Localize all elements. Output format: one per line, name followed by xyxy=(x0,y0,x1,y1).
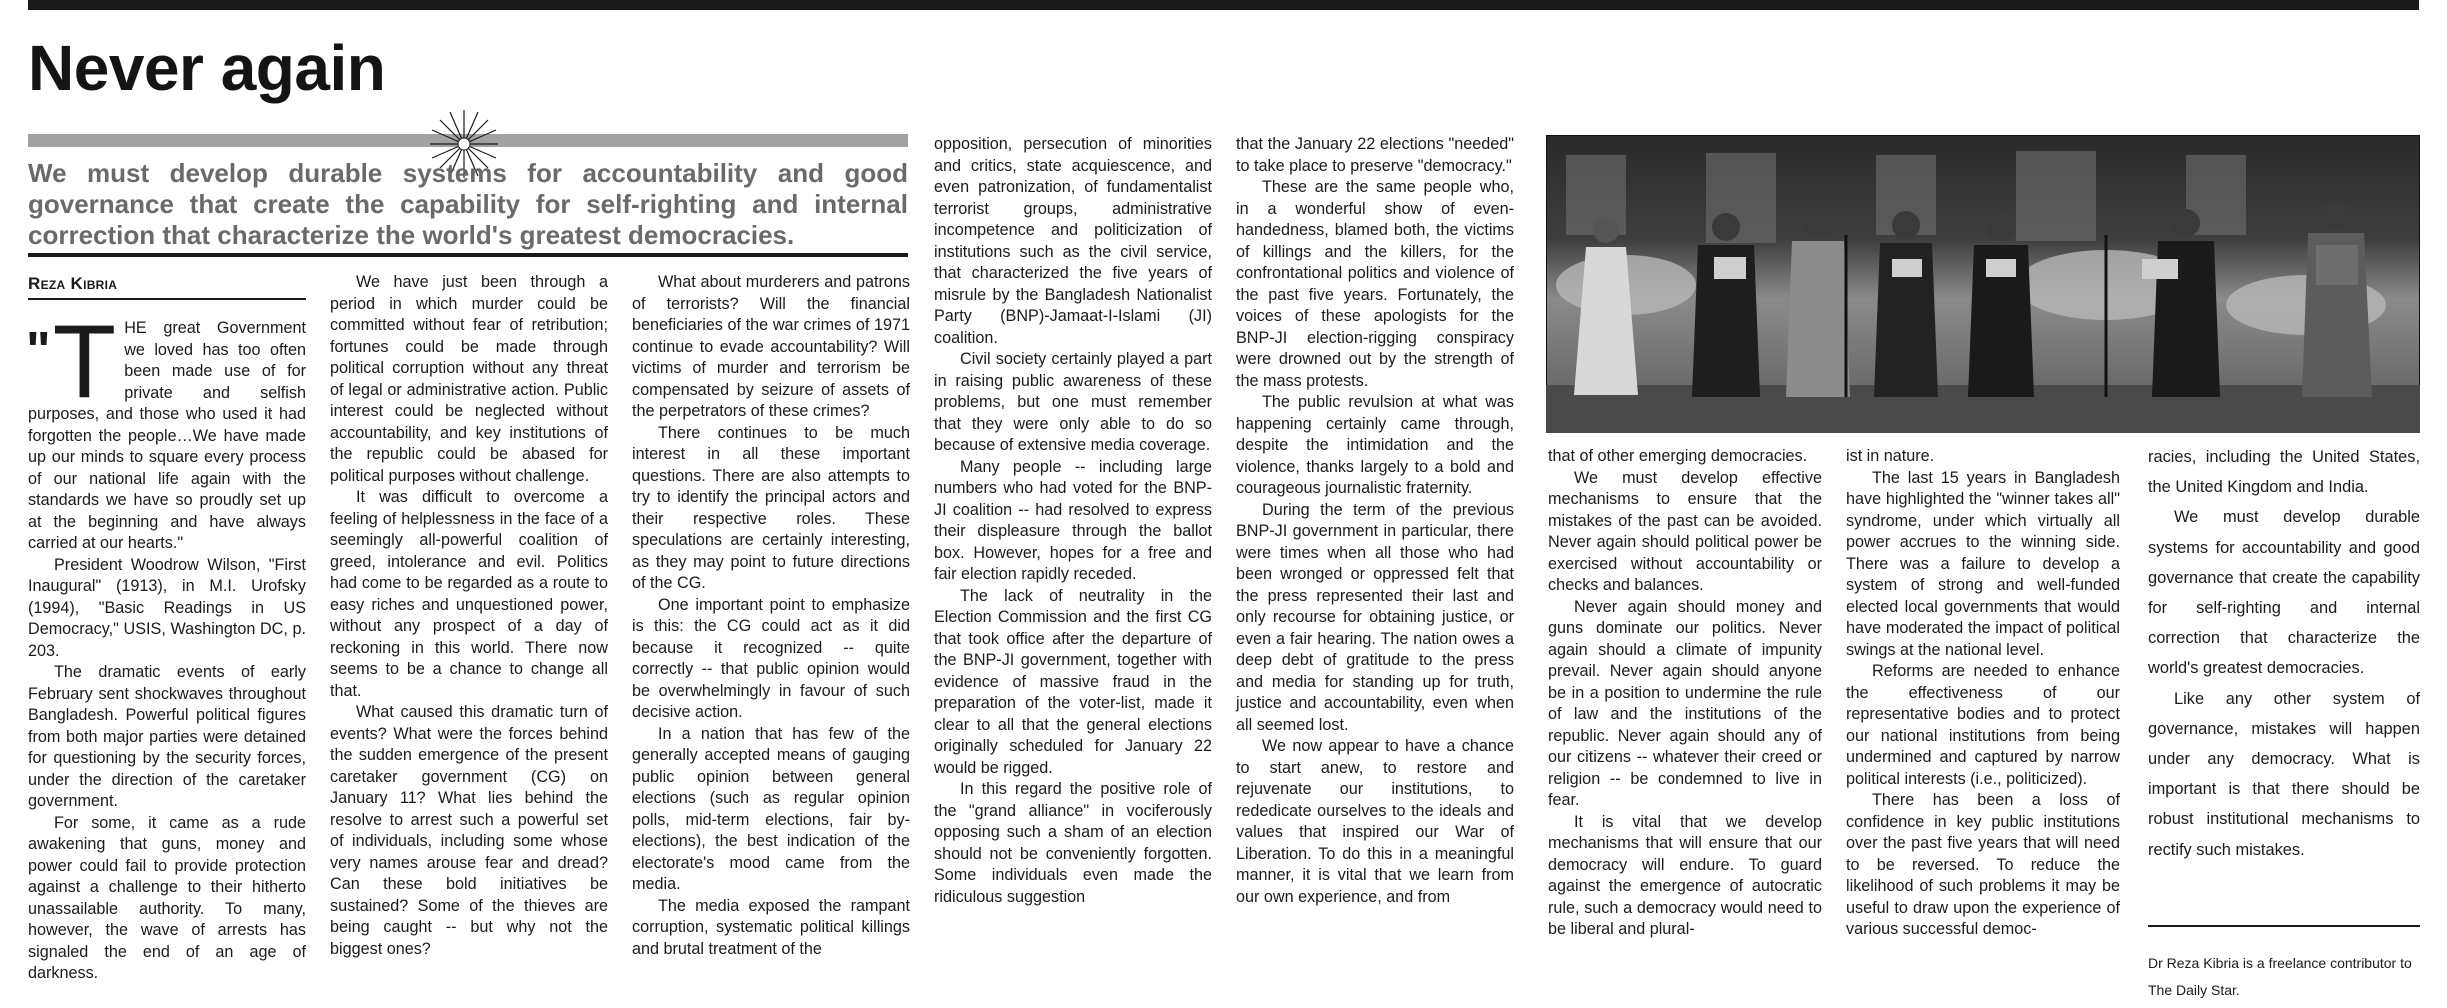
paragraph: ist in nature. xyxy=(1846,447,1935,465)
text-column-8 xyxy=(2148,442,2420,865)
paragraph: There continues to be much interest in all these important questions. There are also attempts to try to identify the principal actors and their respective roles. These speculations are certainly interesting, as they may point to future directions of the CG. xyxy=(632,423,910,592)
quote-mark: " xyxy=(26,322,51,380)
paragraph: Reforms are needed to enhance the effectiveness of our representative bodies and to protect our national institutions from being undermined and captured by narrow political interests (i.e., politicized). xyxy=(1846,662,2120,788)
paragraph: racies, including the United States, the United Kingdom and India. xyxy=(2148,448,2420,497)
byline: Reza Kibria xyxy=(28,274,118,293)
paragraph: The public revulsion at what was happening certainly came through, despite the intimidation and the violence, thanks largely to a bold and courageous journalistic fraternity. xyxy=(1236,393,1514,497)
author-bio: Dr Reza Kibria is a freelance contributor to The Daily Star. xyxy=(2148,955,2412,998)
paragraph: opposition, persecution of minorities and critics, state acquiescence, and even patronization, of fundamentalist terrorist groups, administrative incompetence and politicization of institutions such as the civil service, that characterized the five years of misrule by the Bangladesh Nationalist Party (BNP)-Jamaat-I-Islami (JI) coalition. xyxy=(934,135,1212,347)
paragraph: Like any other system of governance, mistakes will happen under any democracy. What is important is that there should be robust institutional mechanisms to rectify such mistakes. xyxy=(2148,689,2420,859)
paragraph: We now appear to have a chance to start anew, to restore and rejuvenate our institutions, to rededicate ourselves to the ideals and values that inspired our War of Liberation. To do this in a meaningful manner, it is vital that we learn from our own experience, and from xyxy=(1236,737,1514,906)
top-rule xyxy=(28,0,2419,10)
paragraph: that the January 22 elections "needed" to take place to preserve "democracy." xyxy=(1236,135,1514,175)
news-photo xyxy=(1546,135,2420,433)
paragraph: The last 15 years in Bangladesh have highlighted the "winner takes all" syndrome, under which virtually all power accrues to the winning side. There was a failure to develop a system of strong and well-funded elected local governments that would have moderated the impact of political swings at the national level. xyxy=(1846,468,2120,659)
paragraph: It was difficult to overcome a feeling of helplessness in the face of a seemingly all-powerful coalition of greed, intolerance and evil. Politics had come to be regarded as a route to easy riches and unquestioned power, without any prospect of a day of reckoning in this world. There now seems to be a chance to change all that. xyxy=(330,488,608,700)
paragraph: For some, it came as a rude awakening that guns, money and power could fail to provide protection against a challenge to their hitherto unassailable authority. To many, however, the wave of arrests has signaled the end of an age of darkness. xyxy=(28,813,306,982)
paragraph: We have just been through a period in which murder could be committed without fear of retribution; fortunes could be made through political corruption without any threat of legal or administrative action. Public interest could be neglected without accountability, and key institutions of the republic could be abased for political purposes without challenge. xyxy=(330,273,608,485)
paragraph: What about murderers and patrons of terrorists? Will the financial beneficiaries of the war crimes of 1971 continue to evade accountability? Will victims of murder and terrorism be compensated by seizure of assets of the perpetrators of these crimes? xyxy=(632,273,910,420)
text-column-7 xyxy=(1846,446,2120,941)
paragraph-text: HE great Government we loved has too often been made use of for private and selfish purposes, and those who used it had forgotten the people…We have made up our minds to square every process of our national life again with the standards we have so proudly set up at the beginning and have always carried at our hearts." xyxy=(28,319,306,552)
paragraph xyxy=(26,304,306,555)
text-column-3 xyxy=(632,272,910,960)
paragraph: President Woodrow Wilson, "First Inaugural" (1913), in M.I. Urofsky (1994), "Basic Readings in US Democracy," USIS, Washington DC, p. 203. xyxy=(28,555,306,660)
paragraph: Civil society certainly played a part in raising public awareness of these problems, but one must remember that they were only able to do so because of extensive media coverage. xyxy=(934,350,1212,454)
paragraph: It is vital that we develop mechanisms that will ensure that our democracy will endure. To guard against the emergence of autocratic rule, such a democracy would need to be liberal and plural- xyxy=(1548,812,1822,938)
paragraph: that of other emerging democracies. xyxy=(1548,447,1808,465)
paragraph: Never again should money and guns dominate our politics. Never again should a climate of impunity prevail. Never again should anyone be in a position to undermine the rule of law and the institutions of the republic. Never again should any of our citizens -- whatever their creed or religion -- be condemned to live in fear. xyxy=(1548,597,1822,809)
paragraph: In this regard the positive role of the "grand alliance" in vociferously opposing such a sham of an election should not be conveniently forgotten. Some individuals even made the ridiculous suggestion xyxy=(934,780,1212,906)
paragraph: There has been a loss of confidence in key public institutions over the past five years that will need to be reversed. To reduce the likelihood of such problems it may be useful to draw upon the experience of various successful democ- xyxy=(1846,791,2120,938)
paragraph: During the term of the previous BNP-JI government in particular, there were times when all those who had been wronged or oppressed felt that the press represented their last and only recourse for obtaining justice, or even a fair hearing. The nation owes a deep debt of gratitude to the press and media for standing up for truth, justice and accountability, even when all seemed lost. xyxy=(1236,500,1514,734)
deck-subheading: We must develop durable systems for accountability and good governance that create the capability for self-righting and internal correction that characterize the world's greatest democracies. xyxy=(28,158,908,250)
paragraph: What caused this dramatic turn of events? What were the forces behind the sudden emergence of the present caretaker government (CG) on January 11? What lies behind the resolve to arrest such a powerful set of individuals, including some whose very names arouse fear and dread? Can these bold initiatives be sustained? Some of the thieves are being caught -- but why not the biggest ones? xyxy=(330,703,608,958)
text-column-6 xyxy=(1548,446,1822,941)
paragraph: The dramatic events of early February sent shockwaves throughout Bangladesh. Powerful political figures from both major parties were detained for questioning by the security forces, under the direction of the caretaker government. xyxy=(28,663,306,810)
paragraph: We must develop effective mechanisms to ensure that the mistakes of the past can be avoided. Never again should political power be exercised without accountability or checks and balances. xyxy=(1548,468,1822,594)
deck-rule xyxy=(28,253,908,257)
paragraph: These are the same people who, in a wonderful show of even-handedness, blamed both, the victims of killings and the killers, for the confrontational politics and violence of the past five years. Fortunately, the voices of these apologists for the BNP-JI election-rigging conspiracy were drowned out by the strength of the mass protests. xyxy=(1236,178,1514,390)
paragraph: Many people -- including large numbers who had voted for the BNP-JI coalition -- had resolved to express their displeasure through the ballot box. However, hopes for a free and fair election rapidly receded. xyxy=(934,457,1212,583)
paragraph: The media exposed the rampant corruption, systematic political killings and brutal treatment of the xyxy=(632,896,910,958)
paragraph: The lack of neutrality in the Election Commission and the first CG that took office after the departure of the BNP-JI government, together with evidence of massive fraud in the preparation of the voter-list, made it clear to all that the general elections originally scheduled for January 22 would be rigged. xyxy=(934,586,1212,777)
text-column-2 xyxy=(330,272,608,960)
byline-rule xyxy=(28,298,306,300)
text-column-5 xyxy=(1236,134,1514,908)
headline: Never again xyxy=(28,32,386,104)
paragraph: In a nation that has few of the generally accepted means of gauging public opinion between general elections (such as regular opinion polls, mid-term elections, fair by-elections), the best indication of the electorate's mood came from the media. xyxy=(632,724,910,893)
drop-cap: T xyxy=(52,304,117,420)
bio-rule xyxy=(2148,925,2420,927)
paragraph: One important point to emphasize is this: the CG could act as it did because it recognized -- quite correctly -- that public opinion would be overwhelmingly in favour of such decisive action. xyxy=(632,595,910,721)
paragraph: We must develop durable systems for accountability and good governance that create the capability for self-righting and internal correction that characterize the world's greatest democracies. xyxy=(2148,508,2420,678)
text-column-1 xyxy=(26,304,306,985)
text-column-4 xyxy=(934,134,1212,908)
